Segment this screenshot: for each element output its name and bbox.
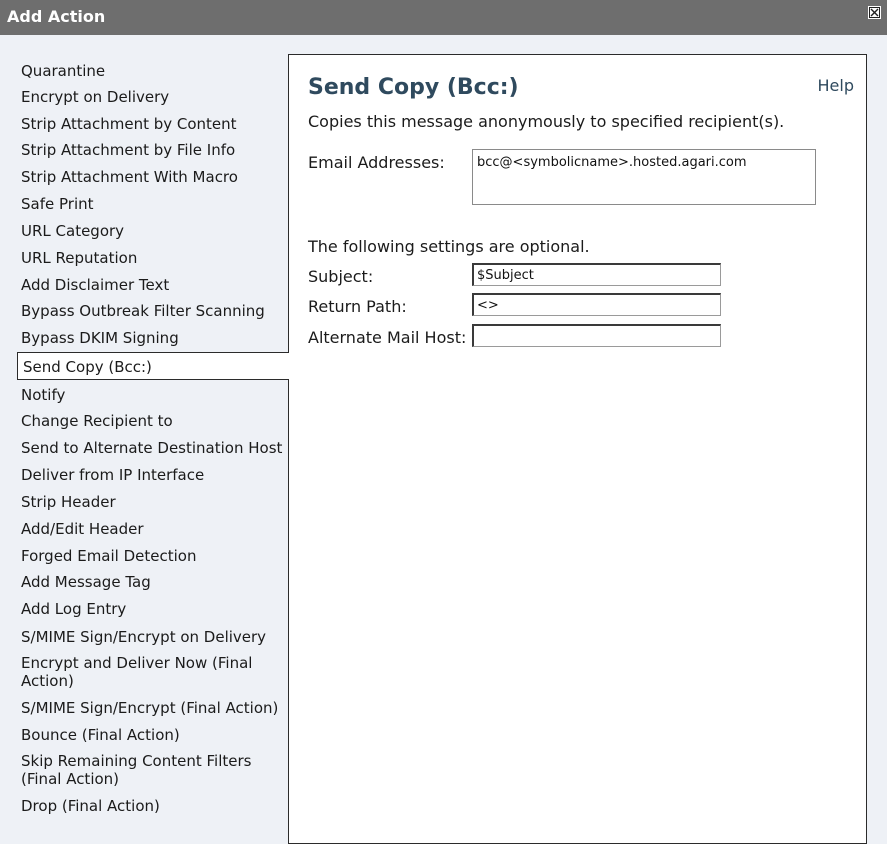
- sidebar-item-strip-header[interactable]: Strip Header: [21, 493, 116, 511]
- sidebar-item-send-to-alternate-destination-host[interactable]: Send to Alternate Destination Host: [21, 439, 283, 457]
- alternate-mail-host-input[interactable]: [472, 324, 721, 347]
- action-detail-panel: [288, 54, 867, 844]
- sidebar-item-skip-remaining-content-filters[interactable]: Skip Remaining Content Filters (Final Action): [21, 752, 252, 788]
- subject-input[interactable]: [472, 263, 721, 286]
- sidebar-item-url-reputation[interactable]: URL Reputation: [21, 249, 138, 267]
- alternate-mail-host-label: Alternate Mail Host:: [308, 328, 467, 347]
- sidebar-item-safe-print[interactable]: Safe Print: [21, 195, 94, 213]
- panel-title: Send Copy (Bcc:): [308, 75, 519, 100]
- email-addresses-label: Email Addresses:: [308, 153, 445, 172]
- sidebar-item-bypass-outbreak-filter-scanning[interactable]: Bypass Outbreak Filter Scanning: [21, 302, 265, 320]
- sidebar-item-strip-attachment-by-content[interactable]: Strip Attachment by Content: [21, 115, 237, 133]
- sidebar-item-encrypt-and-deliver-now[interactable]: Encrypt and Deliver Now (Final Action): [21, 654, 253, 690]
- sidebar-item-notify[interactable]: Notify: [21, 386, 66, 404]
- sidebar-item-forged-email-detection[interactable]: Forged Email Detection: [21, 547, 197, 565]
- sidebar-item-add-log-entry[interactable]: Add Log Entry: [21, 600, 127, 618]
- optional-settings-note: The following settings are optional.: [308, 237, 590, 256]
- help-link[interactable]: Help: [817, 76, 854, 95]
- return-path-label: Return Path:: [308, 297, 407, 316]
- action-description: Copies this message anonymously to specified recipient(s).: [308, 112, 785, 131]
- close-icon: [869, 7, 880, 18]
- sidebar-item-smime-sign-encrypt-on-delivery[interactable]: S/MIME Sign/Encrypt on Delivery: [21, 628, 267, 646]
- sidebar-item-encrypt-on-delivery[interactable]: Encrypt on Delivery: [21, 88, 170, 106]
- title-bar: [0, 0, 887, 35]
- return-path-input[interactable]: [472, 293, 721, 316]
- sidebar-item-add-message-tag[interactable]: Add Message Tag: [21, 573, 151, 591]
- subject-label: Subject:: [308, 267, 374, 286]
- sidebar-item-quarantine[interactable]: Quarantine: [21, 62, 106, 80]
- sidebar-item-drop[interactable]: Drop (Final Action): [21, 797, 160, 815]
- sidebar-item-add-disclaimer-text[interactable]: Add Disclaimer Text: [21, 276, 170, 294]
- sidebar-item-smime-sign-encrypt-final[interactable]: S/MIME Sign/Encrypt (Final Action): [21, 699, 279, 717]
- sidebar-item-url-category[interactable]: URL Category: [21, 222, 125, 240]
- sidebar-item-change-recipient-to[interactable]: Change Recipient to: [21, 412, 173, 430]
- sidebar-item-deliver-from-ip-interface[interactable]: Deliver from IP Interface: [21, 466, 205, 484]
- sidebar-item-bypass-dkim-signing[interactable]: Bypass DKIM Signing: [21, 329, 179, 347]
- dialog-title: Add Action: [7, 7, 106, 26]
- sidebar-item-bounce[interactable]: Bounce (Final Action): [21, 726, 180, 744]
- sidebar-item-strip-attachment-by-file-info[interactable]: Strip Attachment by File Info: [21, 141, 236, 159]
- sidebar-item-send-copy-bcc[interactable]: Send Copy (Bcc:): [17, 352, 289, 380]
- sidebar-item-add-edit-header[interactable]: Add/Edit Header: [21, 520, 144, 538]
- close-button[interactable]: [868, 6, 881, 19]
- sidebar-item-strip-attachment-with-macro[interactable]: Strip Attachment With Macro: [21, 168, 238, 186]
- email-addresses-field[interactable]: [472, 149, 816, 205]
